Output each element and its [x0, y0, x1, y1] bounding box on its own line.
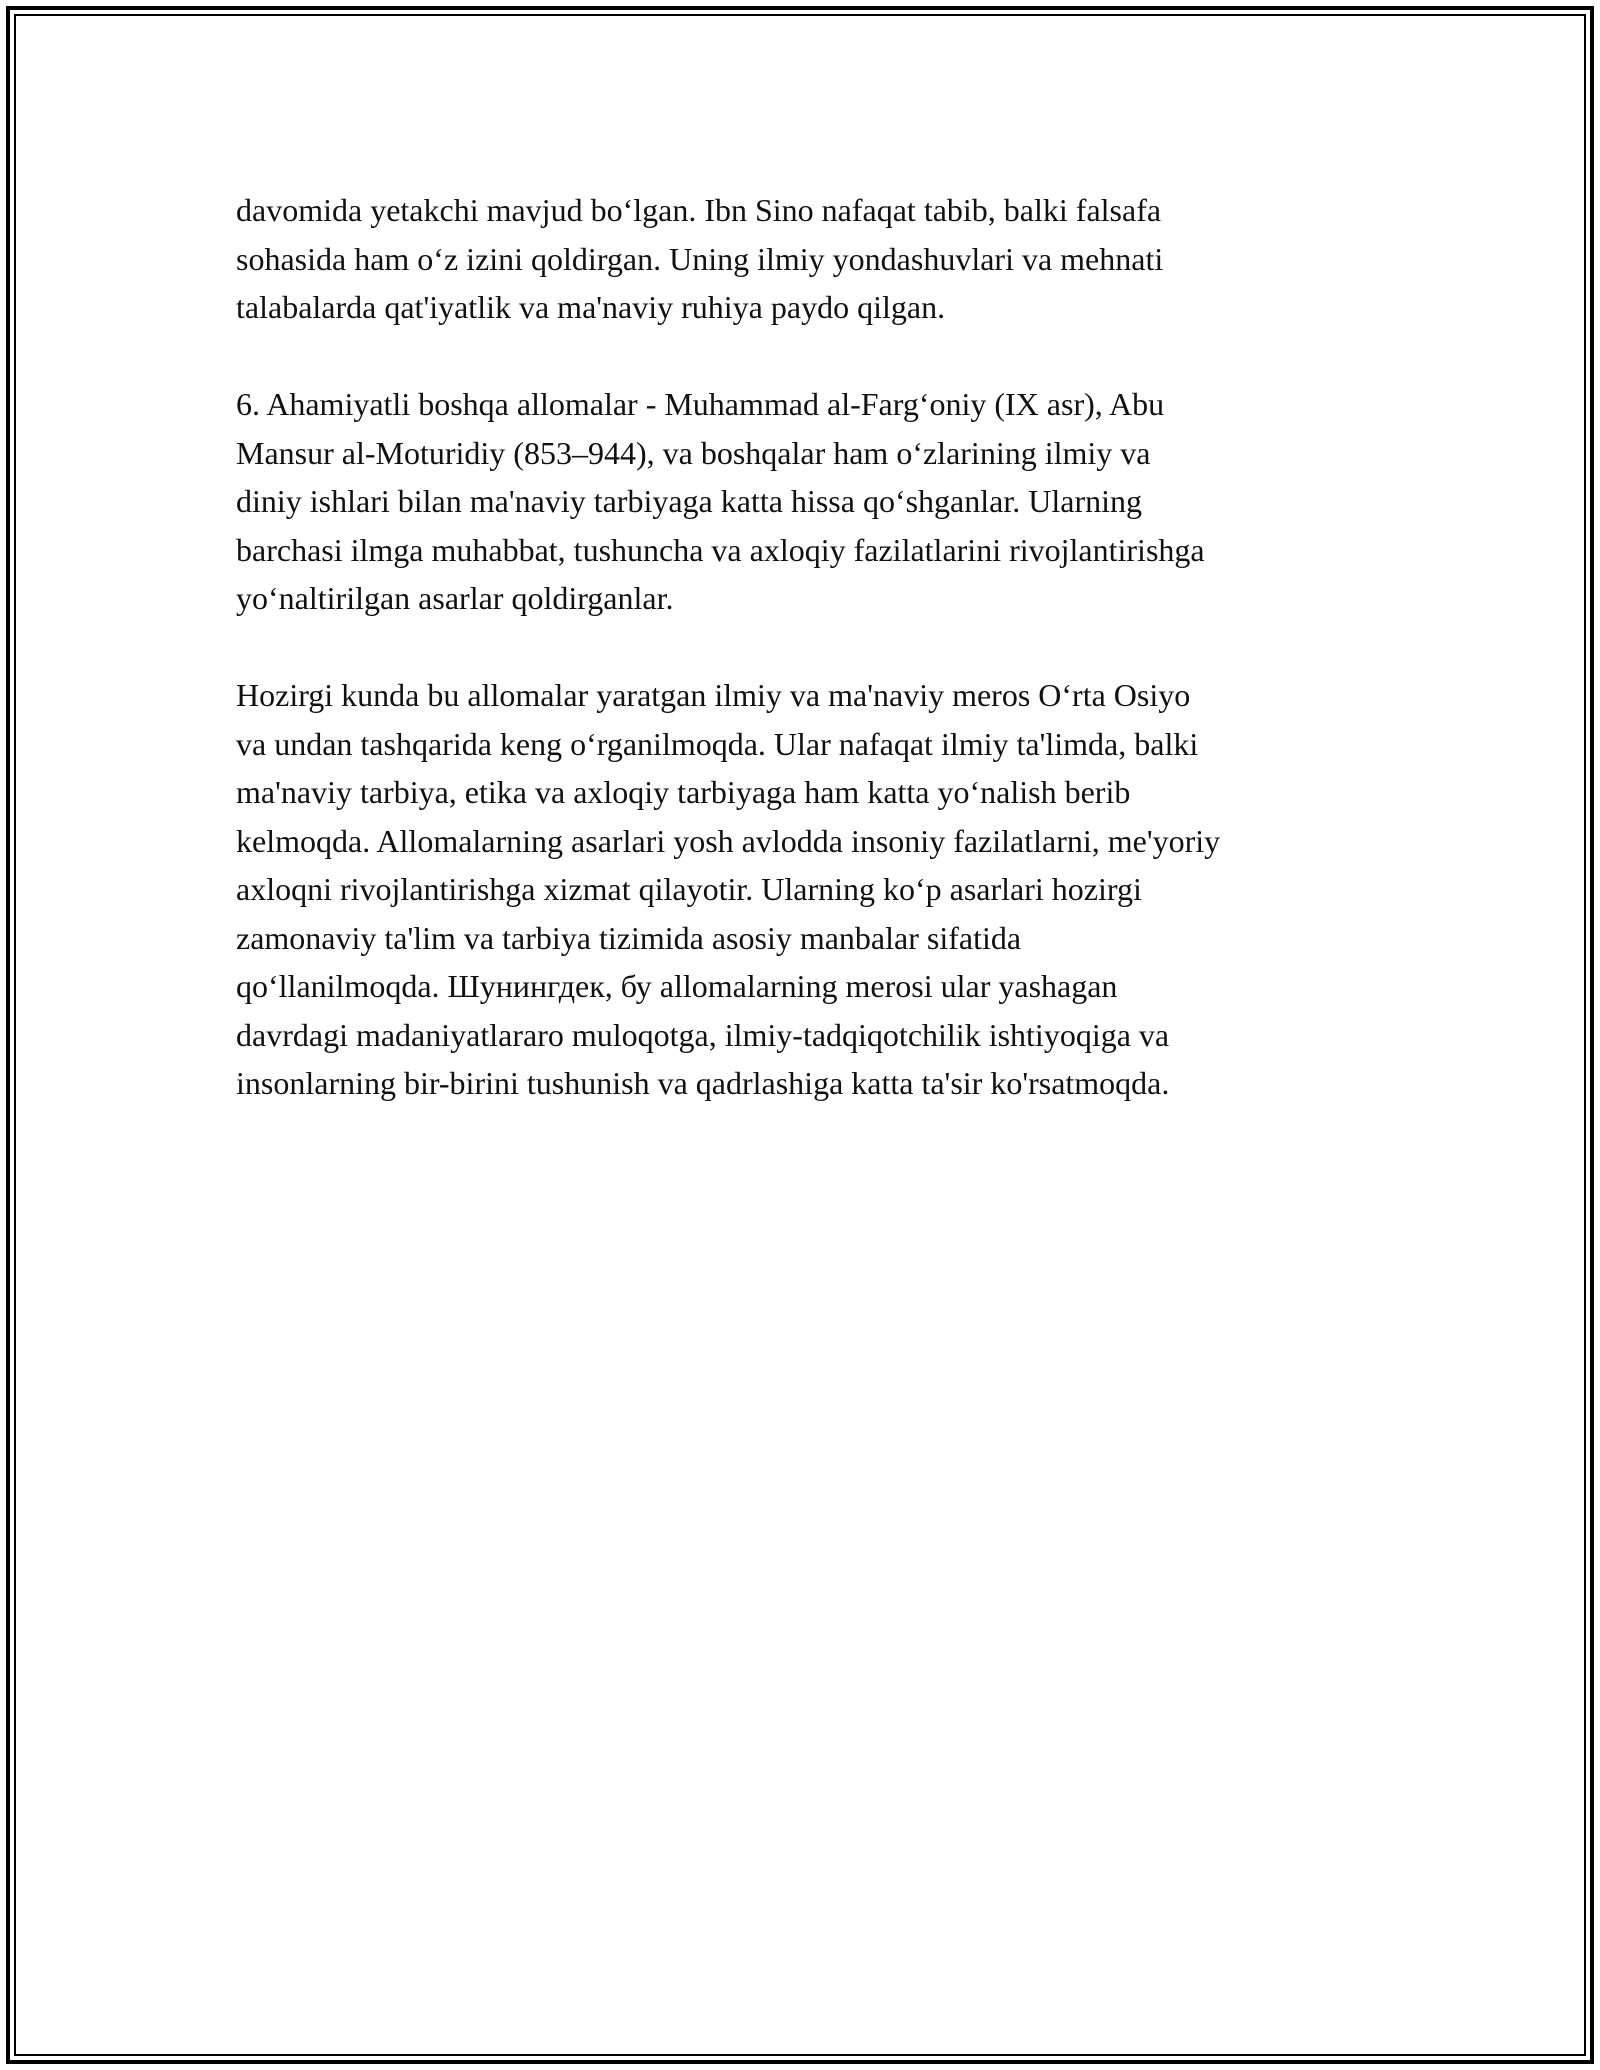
- paragraph-ibn-sino-continuation: [236, 186, 1386, 332]
- text-line: sohasida ham o‘z izini qoldirgan. Uning ilmiy yondashuvlari va mehnati: [236, 240, 1164, 277]
- text-line: qo‘llanilmoqda. Шунингдек, бу allomalarning merosi ular yashagan: [236, 968, 1118, 1004]
- document-body: [236, 186, 1386, 1156]
- text-line: yo‘naltirilgan asarlar qoldirganlar.: [236, 580, 674, 616]
- text-line: kelmoqda. Allomalarning asarlari yosh avlodda insoniy fazilatlarni, me'yoriy: [236, 822, 1221, 859]
- text-line: talabalarda qat'iyatlik va ma'naviy ruhiya paydo qilgan.: [236, 289, 946, 325]
- paragraph-other-scholars: [236, 380, 1386, 623]
- text-line: axloqni rivojlantirishga xizmat qilayotir. Ularning ko‘p asarlari hozirgi: [236, 871, 1142, 907]
- text-line: Hozirgi kunda bu allomalar yaratgan ilmiy va ma'naviy meros O‘rta Osiyo: [236, 677, 1191, 713]
- text-line: barchasi ilmga muhabbat, tushuncha va axloqiy fazilatlarini rivojlantirishga: [236, 531, 1205, 568]
- text-line: davomida yetakchi mavjud bo‘lgan. Ibn Sino nafaqat tabib, balki falsafa: [236, 192, 1162, 228]
- text-line: 6. Ahamiyatli boshqa allomalar - Muhammad al-Farg‘oniy (IX asr), Abu: [236, 386, 1165, 422]
- text-line: ma'naviy tarbiya, etika va axloqiy tarbiyaga ham katta yo‘nalish berib: [236, 774, 1131, 810]
- text-line: insonlarning bir-birini tushunish va qadrlashiga katta ta'sir ko'rsatmoqda.: [236, 1065, 1170, 1101]
- text-line: zamonaviy ta'lim va tarbiya tizimida asosiy manbalar sifatida: [236, 919, 1022, 956]
- text-line: va undan tashqarida keng o‘rganilmoqda. Ular nafaqat ilmiy ta'limda, balki: [236, 725, 1199, 762]
- text-line: diniy ishlari bilan ma'naviy tarbiyaga katta hissa qo‘shganlar. Ularning: [236, 483, 1142, 519]
- paragraph-legacy-today: [236, 671, 1386, 1108]
- text-line: Mansur al-Moturidiy (853–944), va boshqalar ham o‘zlarining ilmiy va: [236, 434, 1151, 471]
- text-line: davrdagi madaniyatlararo muloqotga, ilmiy-tadqiqotchilik ishtiyoqiga va: [236, 1016, 1170, 1053]
